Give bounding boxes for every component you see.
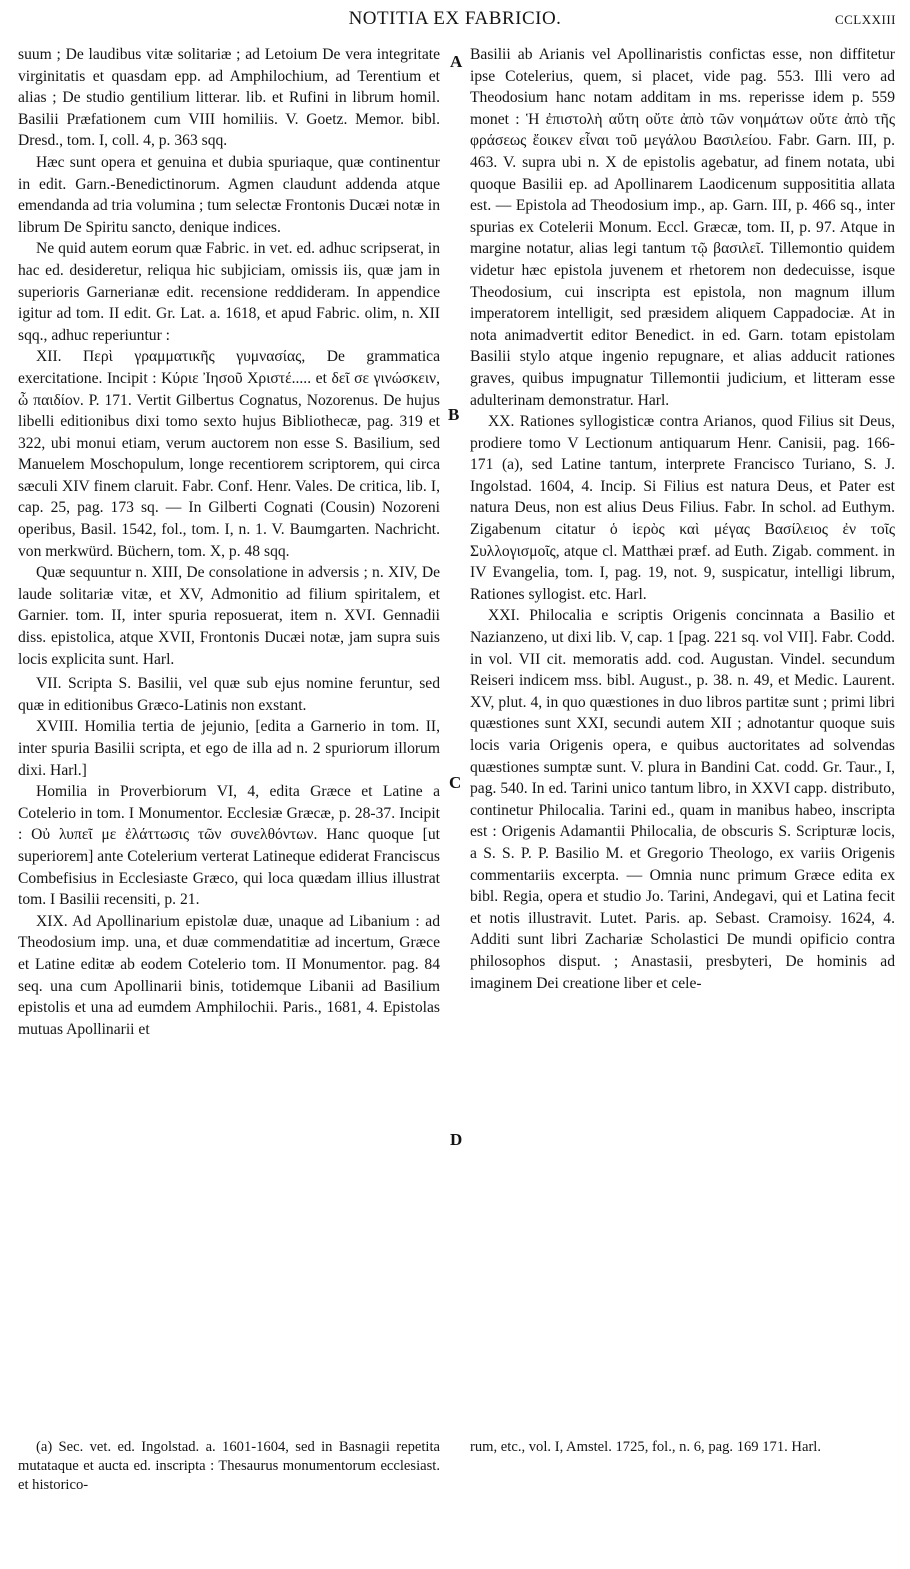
paragraph: XIX. Ad Apollinarium epistolæ duæ, unaque ad Libanium : ad Theodosium imp. una, et duæ commendatitiæ ad incertum, Græce et Latine editæ ab eodem Cotelerio tom. II Monumentor. pag. 84 seq. una cum Apollinarii binis, totidemque Libanii ad Basilium epistolis et una ad eumdem Amphilochii. Paris., 1681, 4. Epistolas mutuas Apollinarii et — [18, 912, 440, 1038]
paragraph: Quæ sequuntur n. XIII, De consolatione in adversis ; n. XIV, De laude solitariæ vitæ, et XV, Admonitio ad filium spiritalem, et Garnier. tom. II, inter spuria reposuerat, item n. XVI. Gennadii diss. epistolica, atque XVII, Frontonis Ducæi notæ, jam supra suis locis explicita sunt. Harl. — [18, 564, 440, 668]
footnote-continuation: rum, etc., vol. I, Amstel. 1725, fol., n. 6, pag. 169 171. Harl. — [470, 1439, 822, 1455]
page-header — [0, 6, 910, 36]
left-column — [18, 44, 440, 1040]
paragraph: XX. Rationes syllogisticæ contra Arianos, quod Filius sit Deus, prodiere tomo V Lectionum antiquarum Henr. Canisii, pag. 166-171 (a), sed Latine tantum, interprete Francisco Turiano, S. J. Ingolstad. 1604, 4. Incip. Si Filius est natura Deus, et Pater est natura Deus, non est alius Deus Filius. Fabr. In schol. ad Euthym. Zigabenum citatur ὁ ἱερὸς καὶ μέγας Βασίλειος ἐν τοῖς Συλλογισμοῖς, atque cl. Matthæi præf. ad Euth. Zigab. comment. in IV Evangelia, tom. I, pag. 19, not. 9, suspicatur, intelligi librum, Rationes syllogist. etc. Harl. — [470, 413, 895, 603]
paragraph: Homilia in Proverbiorum VI, 4, edita Græce et Latine a Cotelerio in tom. I Monumentor. Ecclesiæ Græcæ, p. 28-37. Incipit : Οὐ λυπεῖ με ἐλάττωσις τῶν συνελθόντων. Hanc quoque [ut superiorem] ante Cotelerium verterat Latineque ediderat Franciscus Combefisius in Ecclesiaste Græco, qui loca quædam illius illustrat tom. I Basilii recensiti, p. 21. — [18, 783, 440, 909]
paragraph: Basilii ab Arianis vel Apollinaristis confictas esse, non diffitetur ipse Cotelerius, quem, si placet, vide pag. 553. Illi vero ad Theodosium hanc notam additam in ms. reperisse idem p. 559 monet : Ἡ ἐπιστολὴ αὕτη οὔτε ἀπὸ τῶν νοημάτων οὔτε ἀπὸ τῆς φράσεως ἔοικεν εἶναι τοῦ μεγάλου Βασιλείου. Fabr. Garn. III, p. 463. V. supra ubi n. X de epistolis agebatur, ad finem notata, ubi quoque Basilii ep. ad Apollinarem Laodicenum supposititia allata est. — Epistola ad Theodosium imp., ap. Garn. III, p. 466 sq., inter spurias ex Cotelerii Monum. Eccl. Græcæ, tom. II, p. 97. Atque in margine notatur, alias legi tantum τῷ βασιλεῖ. Tillemontio quidem videtur hæc epistola juvenem et rhetorem non dedecuisse, isque Theodosium, cui inscripta est epistola, non magnum illum imperatorem intelligit, sed præsidem aliquem Cappadociæ. At in nota animadvertit editor Benedict. in ed. Garn. totam epistolam Basilii stylo atque ingenio repugnare, et alias adducit rationes graves, quibus impugnatur Tillemontii judicium, et litteram esse adulterinam demonstratur. Harl. — [470, 46, 895, 409]
footnote-text: (a) Sec. vet. ed. Ingolstad. a. 1601-1604, sed in Basnagii repetita mutataque et aucta ed. inscripta : Thesaurus monumentorum ecclesiast. et historico- — [18, 1439, 440, 1493]
paragraph: Hæc sunt opera et genuina et dubia spuriaque, quæ continentur in edit. Garn.-Benedictinorum. Agmen claudunt addenda atque emendanda ad tria volumina ; tum selectæ Frontonis Ducæi notæ in librum De Spiritu sancto, denique indices. — [18, 153, 440, 236]
paragraph: XVIII. Homilia tertia de jejunio, [edita a Garnerio in tom. II, inter spuria Basilii scripta, et ego de illa ad n. 2 spuriorum illorum dixi. Harl.] — [18, 718, 440, 779]
margin-marker-b: B — [448, 405, 460, 424]
running-title: NOTITIA EX FABRICIO. — [348, 8, 562, 29]
margin-marker-a: A — [450, 52, 463, 71]
margin-marker-c: C — [449, 773, 462, 792]
footnote-right — [470, 1438, 895, 1457]
footnote-left — [18, 1438, 440, 1495]
right-column — [470, 44, 895, 994]
paragraph: XII. Περὶ γραμματικῆς γυμνασίας, De grammatica exercitatione. Incipit : Κύριε Ἰησοῦ Χριστέ..... et δεῖ σε γινώσκειν, ὦ παιδίον. P. 171. Vertit Gilbertus Cognatus, Nozorenus. De hujus libelli editionibus dixi tomo sexto hujus Bibliothecæ, pag. 319 et 322, ubi monui etiam, verum auctorem non esse S. Basilium, sed Manuelem Moschopulum, longe recentiorem scriptorem, qui circa sæculi XIV finem claruit. Fabr. Conf. Henr. Vales. De critica, lib. I, cap. 25, pag. 173 sq. — In Gilberti Cognati (Cousin) Nozoreni operibus, Basil. 1542, fol., tom. I, n. 1. V. Baumgarten. Nachricht. von merkwürd. Büchern, tom. X, p. 48 sqq. — [18, 348, 440, 560]
margin-marker-d: D — [450, 1130, 463, 1149]
section-heading: VII. Scripta S. Basilii, vel quæ sub ejus nomine feruntur, sed quæ in editionibus Græco-Latinis non exstant. — [18, 675, 440, 714]
page-number: CCLXXIII — [834, 12, 896, 27]
paragraph: suum ; De laudibus vitæ solitariæ ; ad Letoium De vera integritate virginitatis et quasdam epp. ad Amphilochium, ad Terentium et alias ; De studio gentilium litterar. lib. et Rufini in librum homil. Basilii Præfationem cum VIII homiliis. V. Goetz. Memor. bibl. Dresd., tom. I, coll. 4, p. 363 sqq. — [18, 46, 440, 150]
paragraph: XXI. Philocalia e scriptis Origenis concinnata a Basilio et Nazianzeno, ut dixi lib. V, cap. 1 [pag. 221 sq. vol VII]. Fabr. Codd. in vol. VII cit. memoratis add. cod. Augustan. Vindel. secundum Reiseri indicem mss. bibl. August., p. 38. n. 49, et Medic. Laurent. XV, plut. 4, in quo quæstiones in duo libros partitæ sunt ; primi libri quæstiones sunt XXI, secundi autem XII ; adnotantur quoque suis locis varia Origenis opera, e quibus auctoritates ad solvendas quæstiones sumptæ sunt. V. plura in Bandini Cat. codd. Gr. Taur., I, pag. 540. In ed. Tarini unico tantum libro, in XXVI capp. distributo, continetur Philocalia. Tarini ed., quam in manibus habeo, inscripta est : Origenis Adamantii Philocalia, de obscuris S. Scripturæ locis, a S. S. P. P. Basilio M. et Gregorio Theologo, ex variis Origenis commentariis excerpta. — Omnia nunc primum Græce edita ex bibl. Regia, opera et studio Jo. Tarini, Andegavi, qui et Latina fecit et notis illustravit. Lutet. Paris. ap. Sebast. Cramoisy. 1624, 4. Additi sunt libri Zachariæ Scholastici De mundi opificio contra philosophos disput. ; Anastasii, presbyteri, De hominis ad imaginem Dei creatione liber et cele- — [470, 607, 895, 992]
paragraph: Ne quid autem eorum quæ Fabric. in vet. ed. adhuc scripserat, in hac ed. desideretur, reliqua hic subjiciam, omissis iis, quæ jam in superioris Garnerianæ edit. recensione reddideram. In appendice igitur ad tom. II edit. Gr. Lat. a. 1618, et apud Fabric. olim, n. XII sqq., adhuc reperiuntur : — [18, 240, 440, 344]
